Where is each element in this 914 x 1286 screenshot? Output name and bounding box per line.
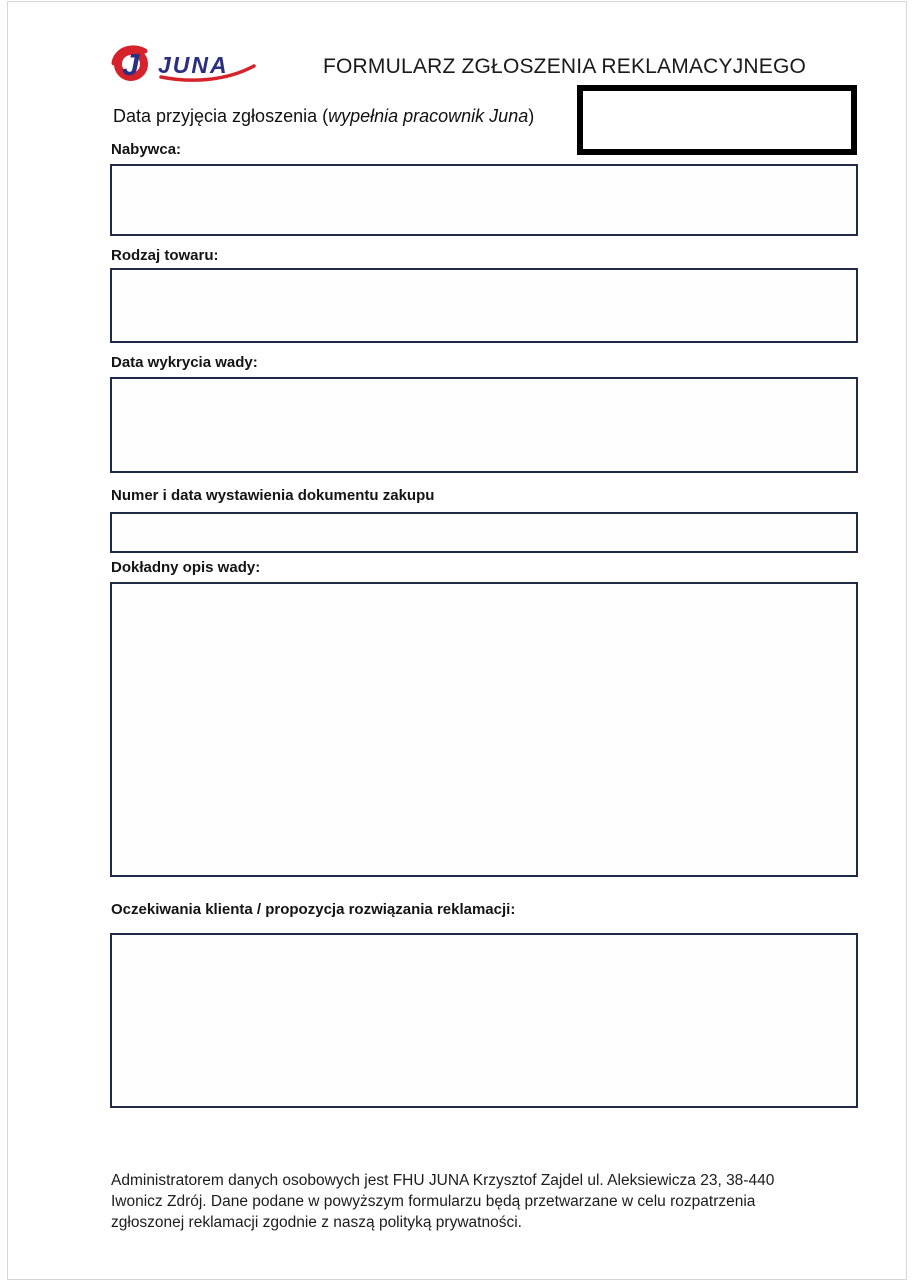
- date-acceptance-input-box[interactable]: [577, 85, 857, 155]
- date-acceptance-label: [113, 106, 534, 127]
- date-acceptance-label-suffix: ): [528, 106, 535, 126]
- juna-logo-icon: [106, 42, 256, 82]
- field-label-numer-dokumentu-zakupu: Numer i data wystawienia dokumentu zakupu: [111, 487, 435, 504]
- field-label-dokladny-opis-wady: Dokładny opis wady:: [111, 559, 261, 576]
- field-box-oczekiwania-klienta[interactable]: [110, 933, 858, 1108]
- field-box-data-wykrycia-wady[interactable]: [110, 377, 858, 473]
- data-privacy-footer: Administratorem danych osobowych jest FHU JUNA Krzysztof Zajdel ul. Aleksiewicza 23, 38-440 Iwonicz Zdrój. Dane podane w powyższym formularzu będą przetwarzane w celu rozpatrzenia zgłoszonej reklamacji zgodnie z naszą polityką prywatności.: [111, 1172, 775, 1231]
- juna-logo: [106, 42, 256, 82]
- date-acceptance-label-italic: wypełnia pracownik Juna: [328, 106, 529, 126]
- field-label-data-wykrycia-wady: Data wykrycia wady:: [111, 354, 258, 371]
- field-box-nabywca[interactable]: [110, 164, 858, 236]
- svg-text:J: J: [122, 47, 140, 82]
- field-box-numer-dokumentu-zakupu[interactable]: [110, 512, 858, 553]
- form-title: FORMULARZ ZGŁOSZENIA REKLAMACYJNEGO: [323, 55, 807, 78]
- field-box-dokladny-opis-wady[interactable]: [110, 582, 858, 877]
- field-label-oczekiwania-klienta: Oczekiwania klienta / propozycja rozwiązania reklamacji:: [111, 901, 516, 918]
- field-label-nabywca: Nabywca:: [111, 141, 182, 158]
- field-box-rodzaj-towaru[interactable]: [110, 268, 858, 343]
- date-acceptance-label-prefix: Data przyjęcia zgłoszenia (: [113, 106, 329, 126]
- juna-logo-text: JUNA: [158, 52, 229, 78]
- field-label-rodzaj-towaru: Rodzaj towaru:: [111, 247, 219, 264]
